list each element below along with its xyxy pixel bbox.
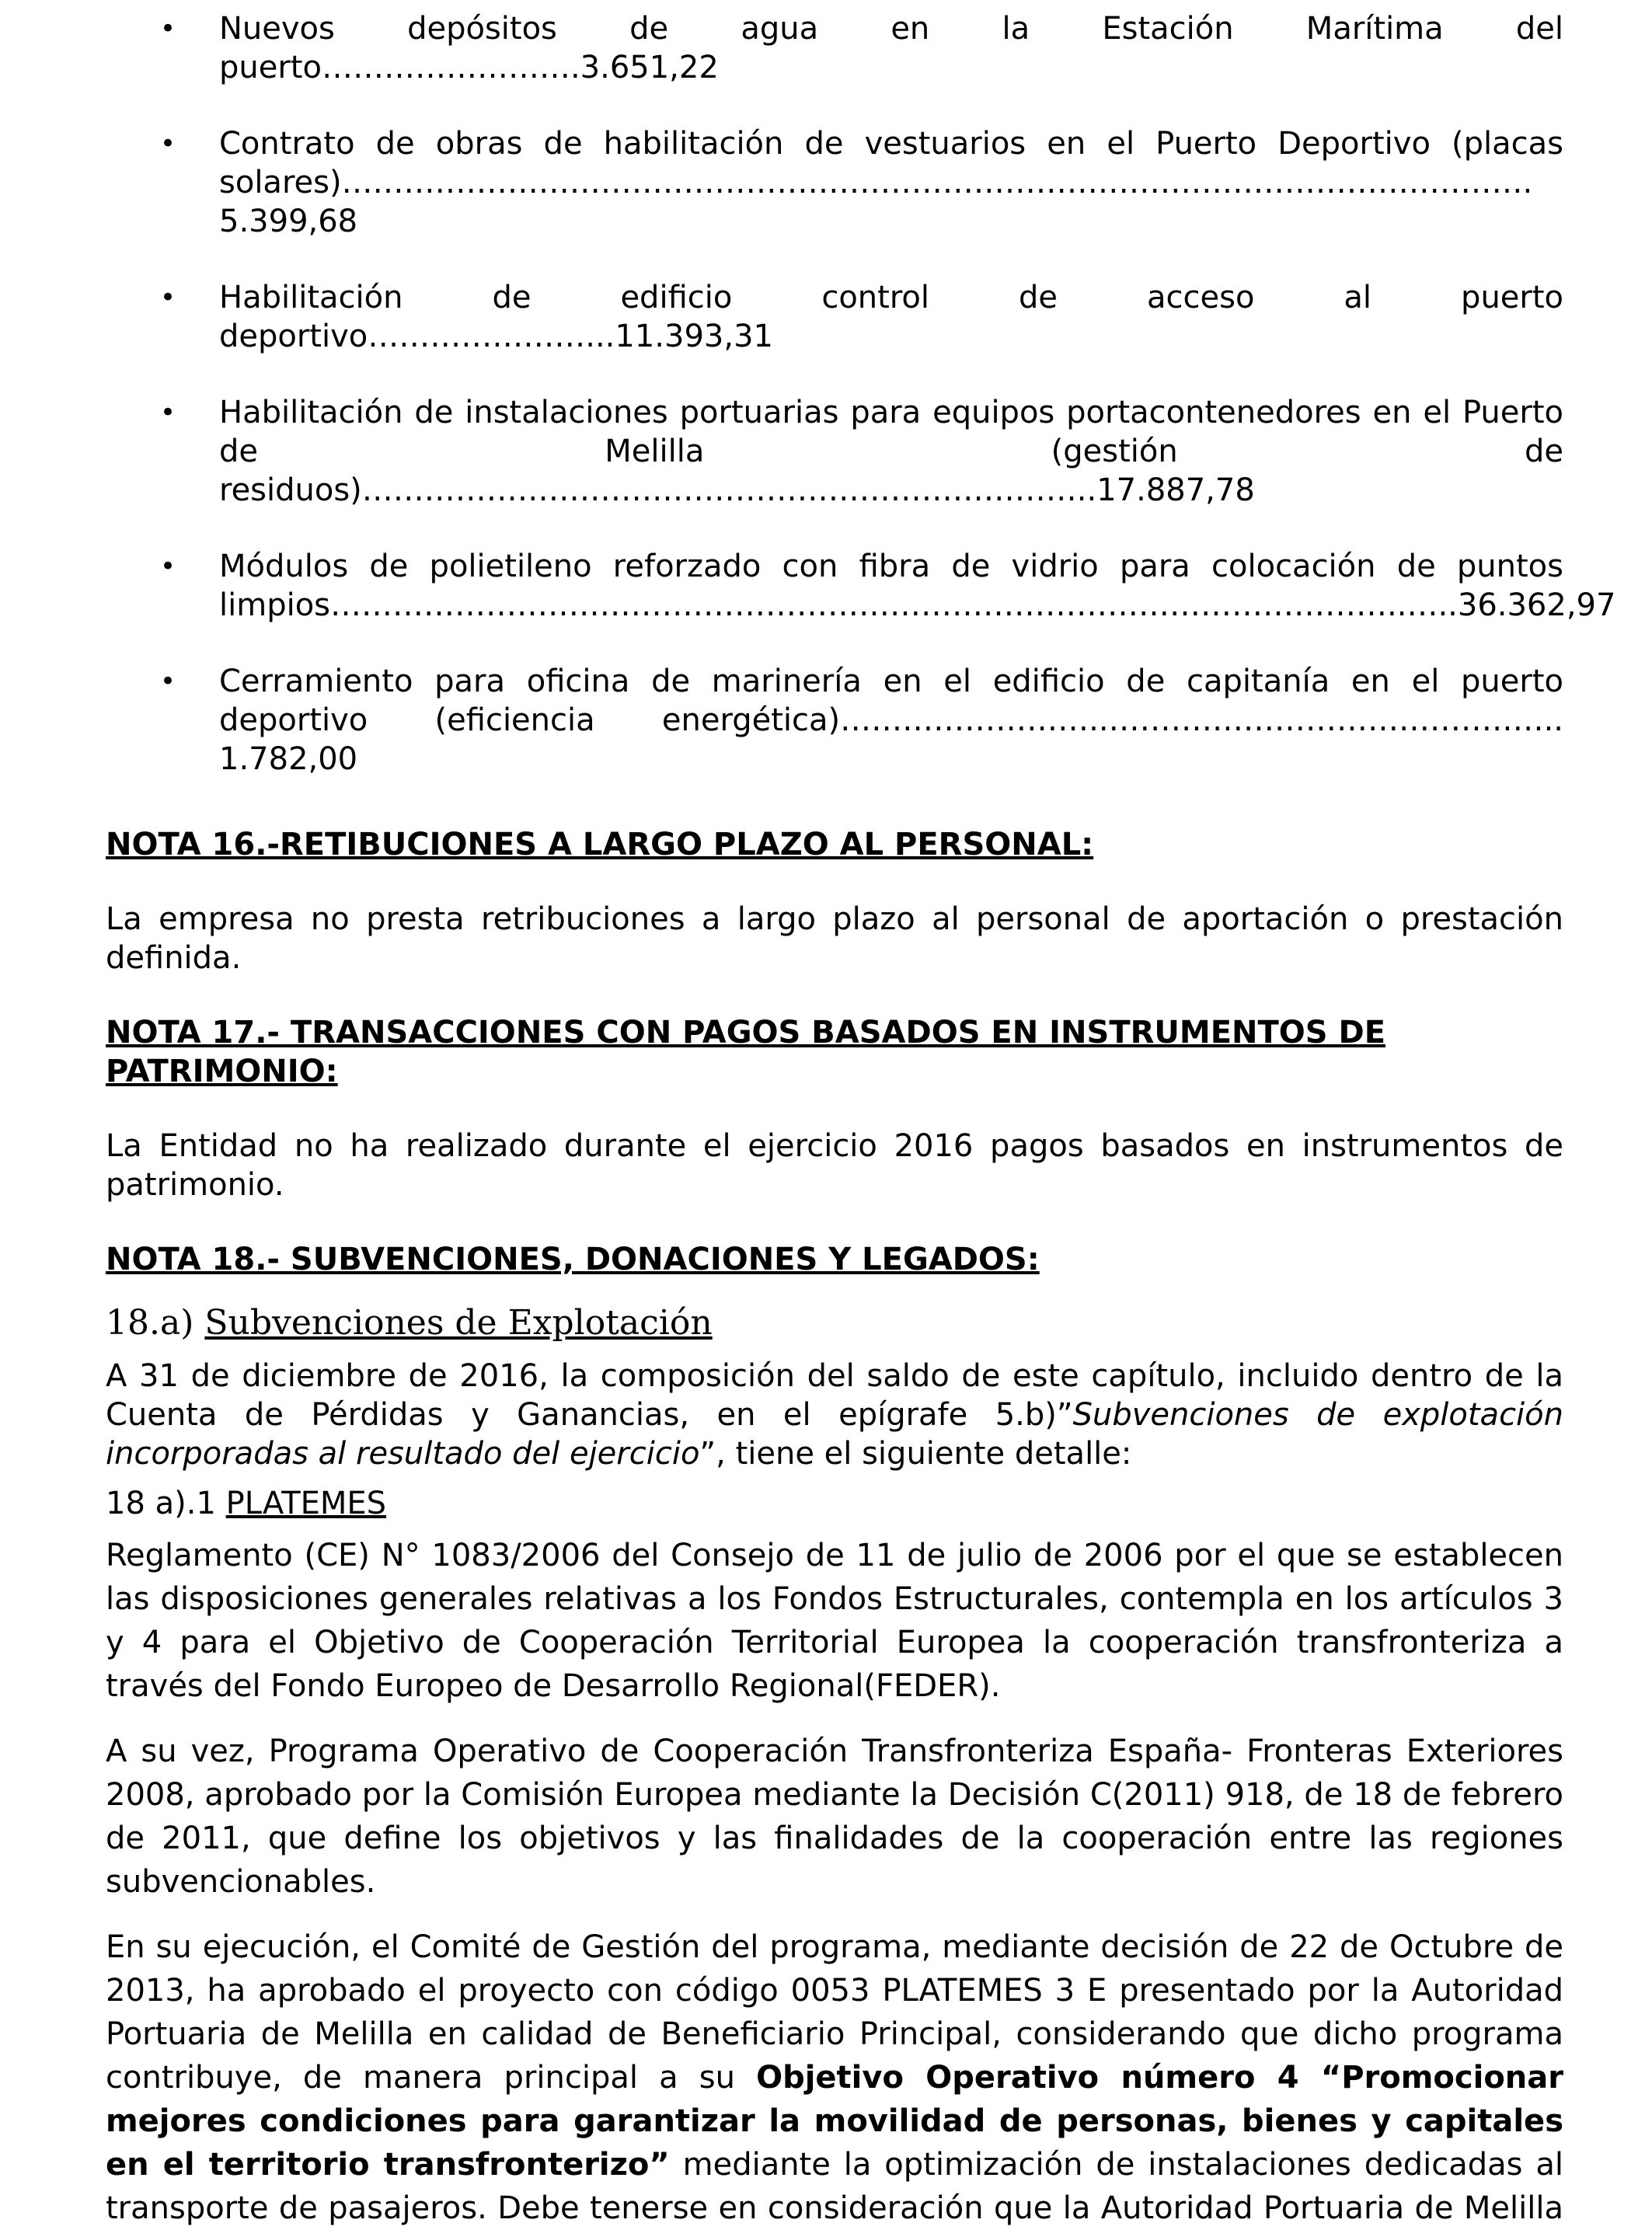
platemes-para-2: A su vez, Programa Operativo de Cooperación Transfronteriza España- Fronteras Exteriores 2008, aprobado por la Comisión Europea mediante la Decisión C(2011) 918, de 18 de febrero de 2011, que define los objetivos y las finalidades de la cooperación entre las regiones subvencionables. xyxy=(106,1733,1563,1900)
bullet-icon: • xyxy=(160,666,176,697)
intro-italic-text: Subvenciones de explotación incorporadas al resultado del ejercicio xyxy=(106,1397,1563,1472)
list-item-text: Contrato de obras de habilitación de vestuarios en el Puerto Deportivo (placas solares)……………………………………………………………………………………………………. 5.399,68 xyxy=(219,126,1563,239)
bullet-icon: • xyxy=(160,282,176,313)
subtitle-text: Subvenciones de Explotación xyxy=(204,1303,713,1343)
bullet-icon: • xyxy=(160,397,176,428)
investment-list xyxy=(106,9,1616,779)
intro-text-end: ”, tiene el siguiente detalle: xyxy=(699,1436,1132,1472)
para3-text: En su ejecución, el Comité de Gestión del programa, mediante decisión de 22 de Octubre de 2013, ha aprobado el proyecto con código 0053 PLATEMES 3 E presentado por la Autoridad Portuaria de Melilla en calidad de Beneficiario Principal, considerando que dicho programa contribuye, de manera principal a su xyxy=(106,1929,1563,2096)
list-item xyxy=(106,9,1563,87)
nota18-intro xyxy=(106,1357,1563,1473)
nota17-heading: NOTA 17.- TRANSACCIONES CON PAGOS BASADOS EN INSTRUMENTOS DE PATRIMONIO: xyxy=(106,1015,1386,1089)
section-prefix: 18 a).1 xyxy=(106,1486,226,1521)
list-item xyxy=(106,124,1563,241)
list-item xyxy=(106,278,1563,356)
nota18-subtitle xyxy=(106,1301,1563,1346)
subtitle-prefix: 18.a) xyxy=(106,1303,205,1343)
platemes-heading xyxy=(106,1484,1563,1523)
list-item xyxy=(106,393,1563,510)
platemes-para-3 xyxy=(106,1925,1563,2230)
list-item-text: Habilitación de edificio control de acceso al puerto deportivo…………………...11.393,31 xyxy=(219,280,1563,354)
document-page xyxy=(106,9,1616,2230)
section-title: PLATEMES xyxy=(225,1486,387,1521)
para3-bold-text: Objetivo Operativo número 4 “Promocionar mejores condiciones para garantizar la movilidad de personas, bienes y capitales en el territorio transfronterizo” xyxy=(106,2060,1564,2183)
list-item-text: Cerramiento para oficina de marinería en el edificio de capitanía en el puerto deportivo (eficiencia energética)……………………..…………………………………….. 1.782,00 xyxy=(219,664,1563,777)
nota17-body: La Entidad no ha realizado durante el ejercicio 2016 pagos basados en instrumentos de patrimonio. xyxy=(106,1128,1563,1203)
nota18-heading: NOTA 18.- SUBVENCIONES, DONACIONES Y LEGADOS: xyxy=(106,1242,1040,1277)
bullet-icon: • xyxy=(160,128,176,159)
platemes-para-1: Reglamento (CE) N° 1083/2006 del Consejo de 11 de julio de 2006 por el que se establecen las disposiciones generales relativas a los Fondos Estructurales, contempla en los artículos 3 y 4 para el Objetivo de Cooperación Territorial Europea la cooperación transfronteriza a través del Fondo Europeo de Desarrollo Regional(FEDER). xyxy=(106,1538,1563,1704)
bullet-icon: • xyxy=(160,551,176,582)
para3-text-end: mediante la optimización de instalaciones dedicadas al transporte de pasajeros. Debe tenerse en consideración que la Autoridad Portuaria de Melilla xyxy=(106,2147,1563,2226)
bullet-icon: • xyxy=(160,13,176,44)
list-item-text: Habilitación de instalaciones portuarias para equipos portacontenedores en el Puerto de Melilla (gestión de residuos)……………………………………………………………..17.887,78 xyxy=(219,395,1563,508)
intro-text: A 31 de diciembre de 2016, la composición del saldo de este capítulo, incluido dentro de la Cuenta de Pérdidas y Ganancias, en el epígrafe 5.b)” xyxy=(106,1358,1563,1433)
list-item xyxy=(106,662,1563,779)
nota16-heading: NOTA 16.-RETIBUCIONES A LARGO PLAZO AL PERSONAL: xyxy=(106,827,1094,862)
list-item-text: Módulos de polietileno reforzado con fibra de vidrio para colocación de puntos limpios…………………………………………………………………………………………..…..36.362,97 xyxy=(219,549,1616,623)
list-item-text: Nuevos depósitos de agua en la Estación Marítima del puerto…………………….3.651,22 xyxy=(219,11,1563,85)
list-item xyxy=(106,547,1616,625)
nota16-body: La empresa no presta retribuciones a largo plazo al personal de aportación o prestación definida. xyxy=(106,901,1563,976)
